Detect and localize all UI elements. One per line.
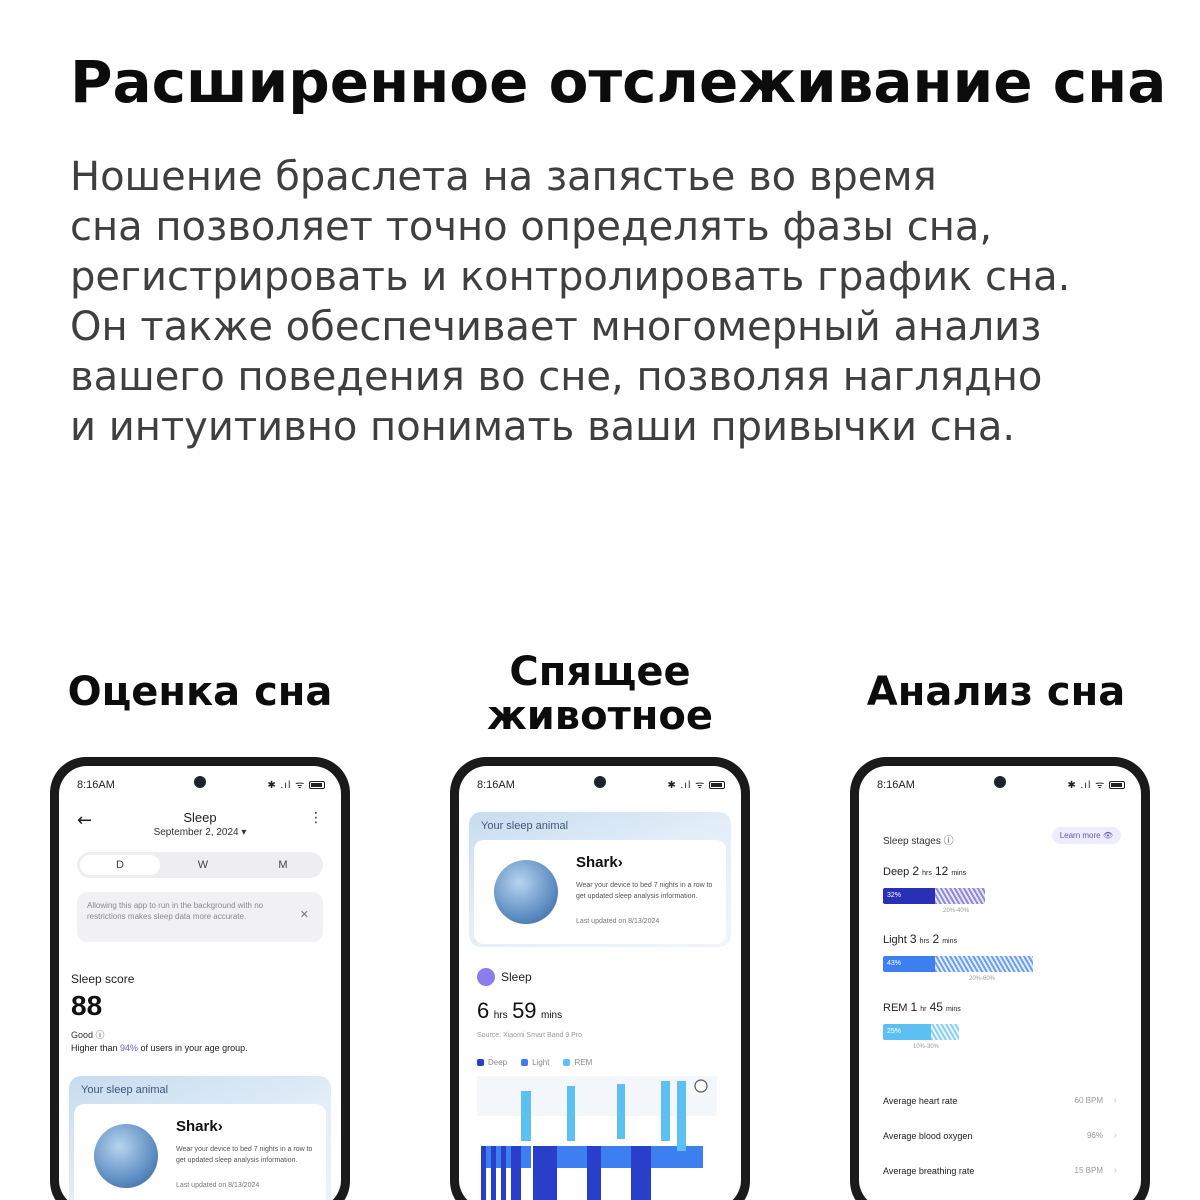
stage-target-range (935, 956, 1033, 972)
column-title-line: Спящее (509, 649, 691, 695)
duration-mins: 59 (512, 998, 537, 1023)
hypnogram-segment (601, 1146, 631, 1168)
score-comparison (71, 1043, 248, 1053)
hypnogram-segment (691, 1146, 703, 1168)
background-notice (77, 892, 323, 942)
period-tabs (77, 852, 323, 878)
animal-description: Wear your device to bed 7 nights in a row to get updated sleep analysis information. (176, 1146, 313, 1164)
status-icons (267, 777, 325, 791)
tab-day[interactable]: D (80, 855, 160, 875)
metric-label: Average heart rate (883, 1096, 958, 1106)
phone-screen (859, 766, 1141, 1200)
notice-text: Allowing this app to run in the background with no restrictions makes sleep data more accurate. (87, 901, 264, 921)
shark-image (494, 860, 558, 924)
sleep-score-label: Sleep score (71, 972, 135, 986)
stage-range: 20%-40% (943, 908, 970, 914)
stage-label: Light (883, 934, 907, 946)
legend-light (521, 1058, 549, 1067)
column-title-sleep-score: Оценка сна (67, 669, 333, 715)
hypnogram-segment (631, 1146, 651, 1200)
hypnogram-segment (617, 1084, 625, 1139)
stage-label: REM (883, 1002, 908, 1014)
stage-mins-unit: mins (942, 938, 957, 945)
stage-bar-rem (883, 1024, 963, 1040)
description-line: Ношение браслета на запястье во время (70, 154, 937, 200)
comparison-suffix: of users in your age group. (138, 1043, 248, 1053)
legend-deep (477, 1058, 507, 1067)
legend-swatch (521, 1059, 528, 1066)
animal-description: Wear your device to bed 7 nights in a row to get updated sleep analysis information. (576, 882, 713, 900)
metric-value: 15 BPM (1074, 1166, 1103, 1175)
phone-sleep-analysis (850, 757, 1150, 1200)
phone-screen (459, 766, 741, 1200)
stage-hours: 2 (912, 864, 920, 878)
camera-cutout (194, 776, 206, 788)
hypnogram-segment (677, 1081, 686, 1151)
battery-icon (1109, 781, 1125, 789)
stage-range: 20%-60% (969, 976, 996, 982)
legend-rem (563, 1058, 592, 1067)
signal-icon: ✱ .ıl ᯤ (667, 780, 706, 791)
page-title: Расширенное отслеживание сна (70, 48, 1167, 116)
shark-image (94, 1124, 158, 1188)
metric-label: Average breathing rate (883, 1166, 975, 1176)
stage-mins-unit: mins (945, 1006, 961, 1013)
phone-sleep-animal (450, 757, 750, 1200)
date-selector[interactable]: September 2, 2024 ▾ (153, 827, 247, 838)
data-source: Source: Xiaomi Smart Band 9 Pro (477, 1032, 583, 1039)
hypnogram-segment (491, 1146, 496, 1200)
hypnogram-segment (567, 1086, 575, 1141)
stage-fill: 43% (883, 956, 935, 972)
sleep-animal-detail (74, 1104, 326, 1200)
stage-mins: 2 (932, 932, 940, 946)
stage-range: 10%-30% (913, 1044, 940, 1050)
signal-icon: ✱ .ıl ᯤ (267, 780, 306, 791)
column-title-sleep-animal (450, 650, 750, 738)
metric-label: Average blood oxygen (883, 1131, 973, 1141)
hypnogram-segment (557, 1146, 587, 1168)
column-title-line: животное (486, 693, 714, 739)
metric-value: 96% (1086, 1131, 1103, 1140)
status-icons (1067, 777, 1125, 791)
sleep-animal-card[interactable] (469, 812, 731, 947)
stage-bar-light (883, 956, 1043, 972)
chevron-right-icon: › (1113, 1130, 1117, 1141)
stage-bar-deep (883, 888, 993, 904)
hypnogram-segment (501, 1146, 506, 1200)
camera-cutout (994, 776, 1006, 788)
more-menu-icon[interactable]: ⋮ (309, 810, 323, 826)
status-icons (667, 777, 725, 791)
stage-fill: 25% (883, 1024, 931, 1040)
sleep-score-quality: Good ⓘ (71, 1030, 105, 1040)
stage-label: Deep (883, 866, 910, 878)
stage-target-range (931, 1024, 959, 1040)
battery-icon (309, 781, 325, 789)
animal-updated: Last updated on 8/13/2024 (176, 1182, 260, 1189)
status-bar (59, 766, 341, 802)
comparison-prefix: Higher than (71, 1043, 121, 1053)
sleep-moon-icon (477, 968, 495, 986)
sleep-stages-heading: Sleep stages ⓘ (883, 836, 954, 847)
screen-title: Sleep (183, 810, 217, 825)
stage-hours: 1 (910, 1000, 918, 1014)
animal-updated: Last updated on 8/13/2024 (576, 918, 660, 925)
learn-more-button[interactable]: Learn more 👁 (1052, 827, 1121, 844)
hypnogram-segment (521, 1091, 531, 1141)
camera-cutout (594, 776, 606, 788)
sleep-section-label: Sleep (501, 970, 532, 984)
legend-label: REM (574, 1058, 593, 1067)
phone-sleep-score (50, 757, 350, 1200)
description-line: вашего поведения во сне, позволяя наглядно (70, 354, 1043, 400)
signal-icon: ✱ .ıl ᯤ (1067, 780, 1106, 791)
status-bar (459, 766, 741, 802)
status-time: 8:16AM (77, 779, 115, 791)
stage-target-range (935, 888, 985, 904)
sleep-animal-heading: Your sleep animal (81, 1084, 169, 1096)
phone-screen (59, 766, 341, 1200)
metric-value: 60 BPM (1074, 1096, 1103, 1105)
duration-hours-unit: hrs (493, 1010, 508, 1021)
sleep-animal-detail (474, 840, 726, 944)
stage-mins: 12 (934, 864, 949, 878)
animal-name[interactable]: Shark› (176, 1118, 223, 1135)
tab-month[interactable]: M (278, 859, 288, 871)
stage-mins-unit: mins (951, 870, 967, 877)
stage-deep (883, 864, 966, 878)
chevron-right-icon: › (1113, 1095, 1117, 1106)
hypnogram-segment (661, 1081, 670, 1141)
legend-label: Deep (488, 1058, 508, 1067)
sleep-duration (477, 998, 562, 1024)
stage-light (883, 932, 957, 946)
duration-hours: 6 (477, 998, 490, 1023)
legend-label: Light (532, 1058, 550, 1067)
stage-hours-unit: hrs (919, 938, 930, 945)
description-line: сна позволяет точно определять фазы сна, (70, 204, 993, 250)
chevron-right-icon: › (1113, 1165, 1117, 1176)
sleep-animal-card[interactable] (69, 1076, 331, 1200)
hypnogram-segment (533, 1146, 557, 1200)
duration-mins-unit: mins (541, 1010, 563, 1021)
tab-week[interactable]: W (197, 859, 209, 871)
stage-hours-unit: hr (920, 1006, 927, 1013)
status-bar (859, 766, 1141, 802)
legend-swatch (477, 1059, 484, 1066)
sleep-animal-heading: Your sleep animal (481, 820, 569, 832)
legend-swatch (563, 1059, 570, 1066)
stage-rem (883, 1000, 961, 1014)
metric-heart-rate[interactable] (883, 1096, 1117, 1106)
hypnogram-segment (587, 1146, 601, 1200)
stage-mins: 45 (929, 1000, 943, 1014)
metric-blood-oxygen[interactable] (883, 1131, 1117, 1141)
status-time: 8:16AM (477, 779, 515, 791)
animal-name[interactable]: Shark› (576, 854, 623, 871)
sleep-score-value: 88 (71, 990, 103, 1021)
back-arrow-icon[interactable]: ← (77, 810, 93, 831)
description-line: и интуитивно понимать ваши привычки сна. (70, 404, 1016, 450)
hypnogram-expand-icon[interactable] (695, 1080, 707, 1092)
column-title-sleep-analysis: Анализ сна (866, 669, 1126, 715)
stage-hours: 3 (909, 932, 917, 946)
description-line: регистрировать и контролировать график сна. (70, 254, 1071, 300)
page-description (70, 152, 1130, 452)
close-icon[interactable]: ✕ (299, 909, 309, 921)
stage-legend (477, 1058, 592, 1067)
battery-icon (709, 781, 725, 789)
stage-fill: 32% (883, 888, 935, 904)
stage-hours-unit: hrs (922, 870, 932, 877)
sleep-hypnogram[interactable] (477, 1076, 717, 1200)
hypnogram-segment (511, 1146, 521, 1200)
metric-breathing-rate[interactable] (883, 1166, 1117, 1176)
comparison-percent: 94% (120, 1043, 139, 1053)
hypnogram-segment (481, 1146, 486, 1200)
status-time: 8:16AM (877, 779, 915, 791)
description-line: Он также обеспечивает многомерный анализ (70, 304, 1042, 350)
